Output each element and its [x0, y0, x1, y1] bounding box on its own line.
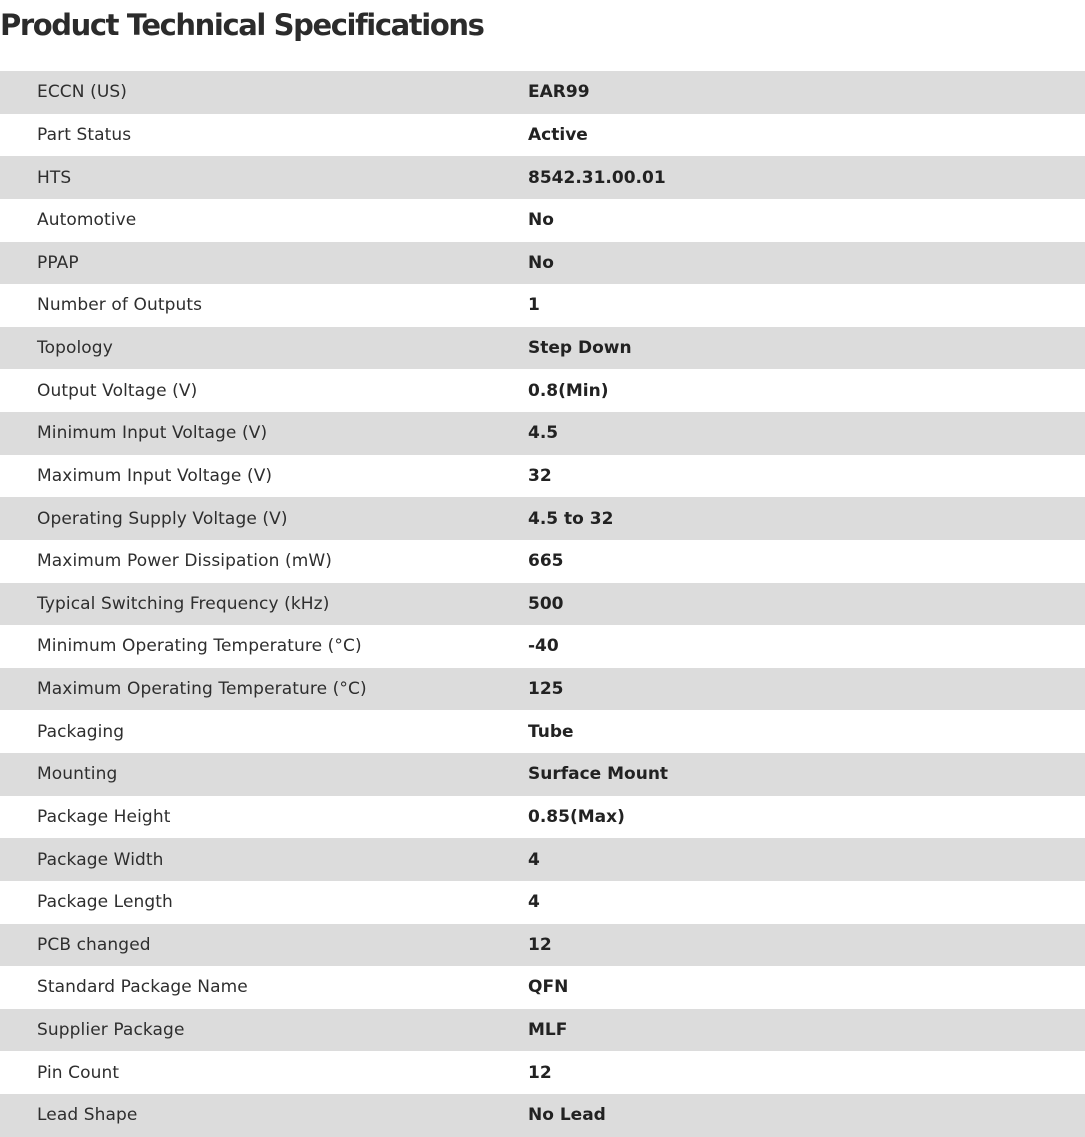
spec-label: Package Width [37, 849, 164, 870]
spec-row-max-operating-temp [0, 668, 1085, 711]
spec-row-hts [0, 156, 1085, 199]
spec-value: Surface Mount [528, 764, 669, 785]
spec-value: 32 [528, 465, 552, 486]
spec-label: ECCN (US) [37, 82, 128, 103]
spec-row-pin-count [0, 1051, 1085, 1094]
spec-label: HTS [37, 167, 72, 188]
spec-row-min-operating-temp [0, 625, 1085, 668]
spec-row-packaging [0, 710, 1085, 753]
spec-value: 665 [528, 551, 564, 572]
spec-value: MLF [528, 1020, 568, 1041]
spec-value: No Lead [528, 1105, 606, 1126]
spec-label: Package Height [37, 806, 171, 827]
spec-row-topology [0, 327, 1085, 370]
spec-value: 12 [528, 934, 552, 955]
spec-label: Package Length [37, 892, 173, 913]
spec-value: QFN [528, 977, 569, 998]
spec-value: 4.5 [528, 423, 559, 444]
spec-row-switching-frequency [0, 583, 1085, 626]
spec-row-ppap [0, 242, 1085, 285]
spec-value: 8542.31.00.01 [528, 167, 666, 188]
spec-label: Lead Shape [37, 1105, 138, 1126]
spec-row-pcb-changed [0, 924, 1085, 967]
spec-value: Step Down [528, 338, 632, 359]
spec-value: 0.8(Min) [528, 380, 609, 401]
spec-value: 4 [528, 892, 540, 913]
spec-value: 0.85(Max) [528, 806, 625, 827]
spec-row-part-status [0, 114, 1085, 157]
spec-value: -40 [528, 636, 559, 657]
spec-label: Maximum Input Voltage (V) [37, 465, 273, 486]
spec-value: No [528, 210, 554, 231]
spec-label: Minimum Input Voltage (V) [37, 423, 268, 444]
spec-row-lead-shape [0, 1094, 1085, 1137]
spec-row-supplier-package [0, 1009, 1085, 1052]
spec-value: 4 [528, 849, 540, 870]
spec-row-number-of-outputs [0, 284, 1085, 327]
spec-row-package-length [0, 881, 1085, 924]
spec-label: Automotive [37, 210, 137, 231]
spec-label: Supplier Package [37, 1020, 185, 1041]
spec-value: Active [528, 124, 588, 145]
spec-value: 500 [528, 593, 564, 614]
spec-value: 125 [528, 679, 564, 700]
spec-row-operating-supply-voltage [0, 497, 1085, 540]
spec-label: Packaging [37, 721, 125, 742]
spec-row-min-input-voltage [0, 412, 1085, 455]
spec-row-package-width [0, 838, 1085, 881]
spec-label: Maximum Power Dissipation (mW) [37, 551, 333, 572]
spec-row-standard-package-name [0, 966, 1085, 1009]
spec-value: EAR99 [528, 82, 590, 103]
spec-label: Minimum Operating Temperature (°C) [37, 636, 362, 657]
spec-value: 1 [528, 295, 540, 316]
spec-row-max-power-dissipation [0, 540, 1085, 583]
spec-label: Part Status [37, 124, 132, 145]
spec-value: No [528, 252, 554, 273]
spec-row-max-input-voltage [0, 455, 1085, 498]
spec-label: Standard Package Name [37, 977, 248, 998]
spec-value: Tube [528, 721, 574, 742]
spec-row-package-height [0, 796, 1085, 839]
spec-table [0, 71, 1085, 1137]
spec-value: 4.5 to 32 [528, 508, 614, 529]
spec-label: Pin Count [37, 1062, 120, 1083]
page-title: Product Technical Specifications [0, 8, 484, 42]
spec-label: PCB changed [37, 934, 151, 955]
spec-row-eccn [0, 71, 1085, 114]
spec-row-automotive [0, 199, 1085, 242]
spec-row-mounting [0, 753, 1085, 796]
spec-label: Maximum Operating Temperature (°C) [37, 679, 367, 700]
spec-label: Topology [37, 338, 113, 359]
spec-label: Output Voltage (V) [37, 380, 198, 401]
spec-label: Operating Supply Voltage (V) [37, 508, 288, 529]
spec-value: 12 [528, 1062, 552, 1083]
spec-row-output-voltage [0, 369, 1085, 412]
spec-label: PPAP [37, 252, 79, 273]
spec-label: Typical Switching Frequency (kHz) [37, 593, 330, 614]
spec-label: Mounting [37, 764, 118, 785]
spec-label: Number of Outputs [37, 295, 203, 316]
